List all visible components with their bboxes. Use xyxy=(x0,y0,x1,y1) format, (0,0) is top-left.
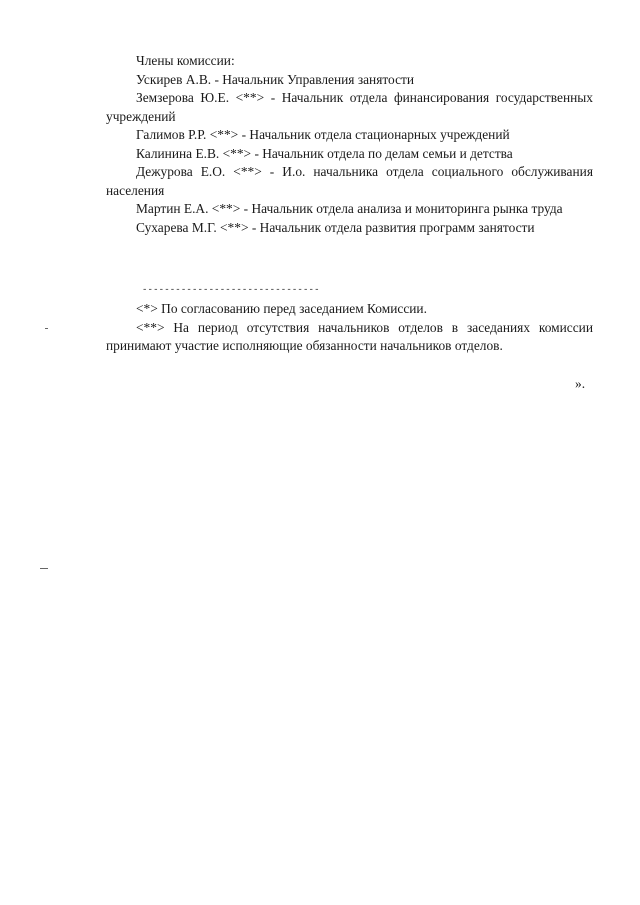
member-item: Калинина Е.В. <**> - Начальник отдела по делам семьи и детства xyxy=(136,145,513,161)
commission-members xyxy=(106,52,593,237)
member-item: Земзерова Ю.Е. <**> - Начальник отдела финансирования государственных учреждений xyxy=(106,90,593,124)
member-item: Дежурова Е.О. <**> - И.о. начальника отдела социального обслуживания населения xyxy=(106,164,593,198)
member-item: Сухарева М.Г. <**> - Начальник отдела развития программ занятости xyxy=(136,219,535,235)
member-item: Ускирев А.В. - Начальник Управления занятости xyxy=(136,71,415,87)
footnote-single-star: <*> По согласованию перед заседанием Комиссии. xyxy=(136,301,427,316)
member-item: Галимов Р.Р. <**> - Начальник отдела стационарных учреждений xyxy=(136,127,510,142)
footnote-double-star: <**> На период отсутствия начальников отделов в заседаниях комиссии принимают участие исполняющие обязанности начальников отделов. xyxy=(106,319,593,353)
scan-speck xyxy=(40,568,48,569)
scan-speck xyxy=(45,328,48,329)
member-item: Мартин Е.А. <**> - Начальник отдела анализа и мониторинга рынка труда xyxy=(136,201,563,216)
members-heading: Члены комиссии: xyxy=(136,53,235,68)
footnotes xyxy=(106,300,593,356)
closing-quote: ». xyxy=(575,376,586,391)
footnote-divider: -------------------------------- xyxy=(142,285,320,295)
